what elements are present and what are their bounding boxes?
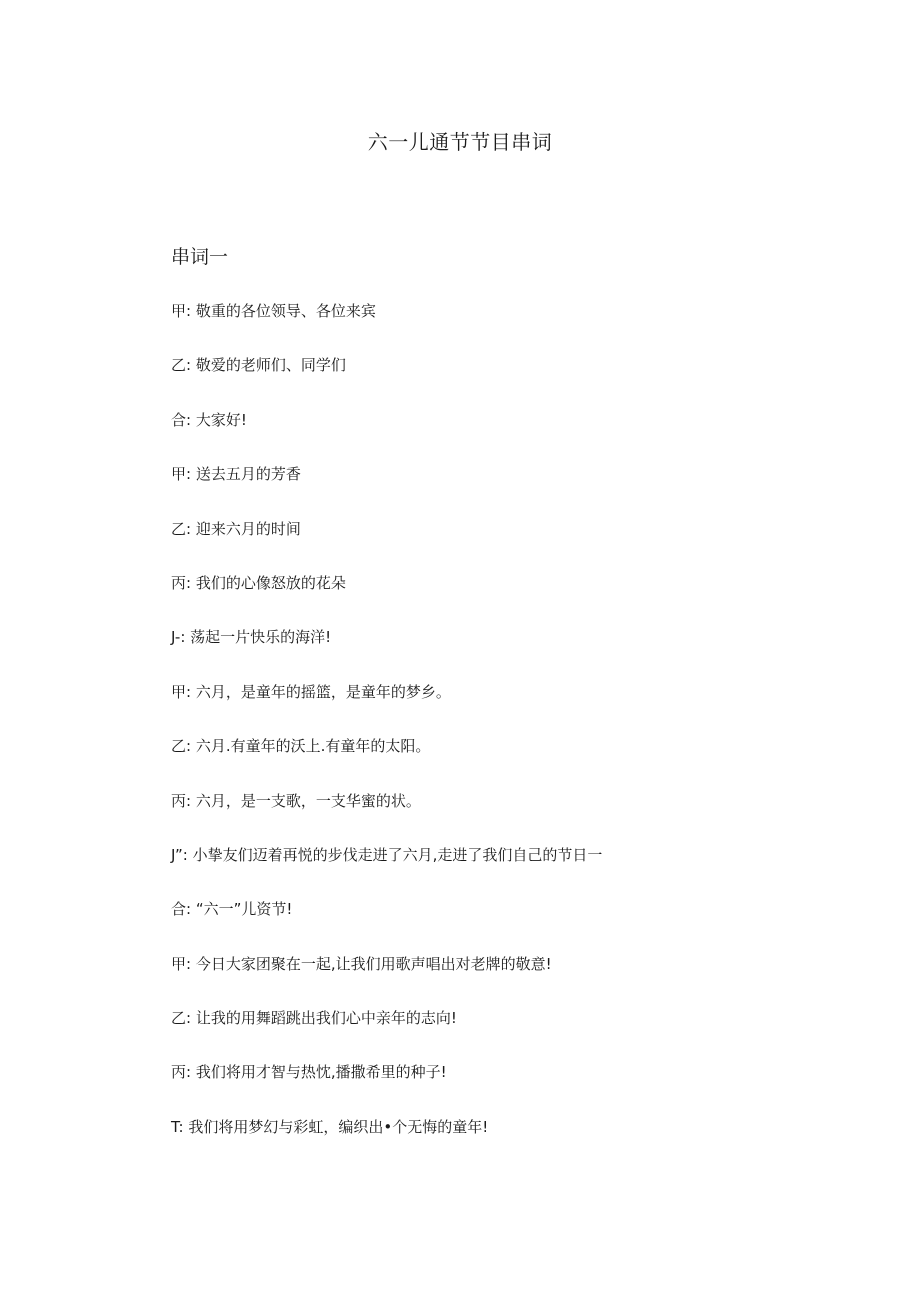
speaker-label: 合 xyxy=(171,900,187,919)
speaker-label: 乙 xyxy=(171,1009,187,1028)
document-title: 六一儿通节节目串词 xyxy=(367,130,553,154)
speaker-separator: : xyxy=(186,1009,192,1028)
speaker-label: 甲 xyxy=(171,954,187,973)
speaker-separator: : xyxy=(186,954,192,973)
speaker-separator: : xyxy=(186,356,192,375)
script-line xyxy=(171,899,791,953)
script-line xyxy=(171,1062,791,1116)
line-text: 六月，是一支歌，一支华蜜的状。 xyxy=(195,791,421,810)
line-text: 荡起一片快乐的海洋! xyxy=(190,628,332,647)
line-text: 我们将用梦幻与彩虹，编织出•个无悔的童年! xyxy=(188,1117,489,1136)
speaker-label: J” xyxy=(171,845,183,864)
line-text: 小挚友们迈着再悦的步伐走进了六月,走进了我们自己的节日一 xyxy=(192,845,603,864)
script-line xyxy=(171,301,791,355)
speaker-separator: : xyxy=(186,1063,192,1082)
line-text: 让我的用舞蹈跳出我们心中亲年的志向! xyxy=(195,1009,457,1028)
line-text: 大家好! xyxy=(195,410,247,429)
line-text: 迎来六月的时间 xyxy=(195,519,301,538)
script-line xyxy=(171,1008,791,1062)
script-line xyxy=(171,519,791,573)
script-line xyxy=(171,573,791,627)
speaker-separator: : xyxy=(186,900,192,919)
speaker-label: 甲 xyxy=(171,682,187,701)
script-line xyxy=(171,410,791,464)
speaker-separator: : xyxy=(186,519,192,538)
speaker-separator: : xyxy=(182,845,188,864)
line-text: 我们将用才智与热忱,播撒希里的种子! xyxy=(195,1063,447,1082)
line-text: 今日大家团聚在一起,让我们用歌声唱出对老牌的敬意! xyxy=(195,954,552,973)
script-lines xyxy=(171,301,791,1171)
line-text: 六月，是童年的摇篮，是童年的梦乡。 xyxy=(195,682,451,701)
speaker-label: J- xyxy=(171,628,181,647)
line-text: 敬爱的老师们、同学们 xyxy=(195,356,346,375)
speaker-separator: : xyxy=(186,682,192,701)
line-text: 敬重的各位领导、各位来宾 xyxy=(195,302,376,320)
speaker-label: 甲 xyxy=(171,302,187,320)
speaker-separator: : xyxy=(186,302,192,320)
script-line xyxy=(171,627,791,681)
speaker-label: 丙 xyxy=(171,791,187,810)
script-line xyxy=(171,954,791,1008)
line-text: “六一”儿资节! xyxy=(195,900,293,919)
speaker-label: T xyxy=(171,1117,179,1136)
line-text: 送去五月的芳香 xyxy=(195,465,301,484)
speaker-separator: : xyxy=(186,465,192,484)
speaker-label: 甲 xyxy=(171,465,187,484)
speaker-separator: : xyxy=(186,573,192,592)
script-line xyxy=(171,682,791,736)
line-text: 我们的心像怒放的花朵 xyxy=(195,573,346,592)
speaker-label: 丙 xyxy=(171,573,187,592)
section-heading: 串词一 xyxy=(171,246,229,268)
speaker-label: 丙 xyxy=(171,1063,187,1082)
script-line xyxy=(171,791,791,845)
speaker-separator: : xyxy=(180,628,186,647)
script-line xyxy=(171,1117,791,1171)
speaker-label: 乙 xyxy=(171,737,187,756)
script-line xyxy=(171,736,791,790)
speaker-separator: : xyxy=(186,410,192,429)
speaker-separator: : xyxy=(186,737,192,756)
line-text: 六月.有童年的沃上.有童年的太阳。 xyxy=(195,737,431,756)
script-line xyxy=(171,845,791,899)
script-line xyxy=(171,355,791,409)
speaker-separator: : xyxy=(178,1117,184,1136)
script-line xyxy=(171,464,791,518)
speaker-label: 乙 xyxy=(171,356,187,375)
speaker-label: 合 xyxy=(171,410,187,429)
speaker-separator: : xyxy=(186,791,192,810)
speaker-label: 乙 xyxy=(171,519,187,538)
